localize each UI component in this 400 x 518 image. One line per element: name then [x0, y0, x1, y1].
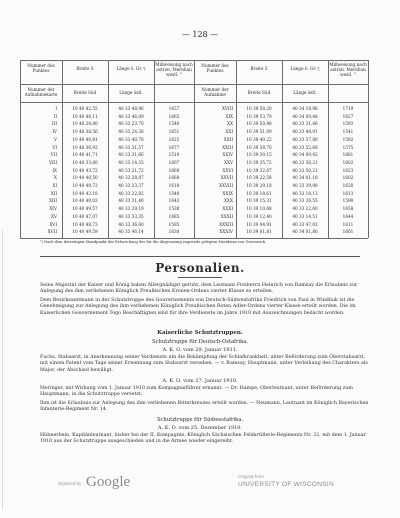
right-row-10-col-1: XXVII — [220, 175, 233, 181]
paragraph-2: Dem Bezirksamtmann in der Schutztruppe des Gouvernements von Deutsch-Südwestafrika Friedrich von Paul in Windhuk ist die Genehmigung zur Anlegung des ihm verliehenen Königlich Preußischen Roten Adler-Ordens vierter Klasse erteilt worden. Die im Kaiserlichen Gouvernement Togo Beschäftigten sind für ihre Verdienste im Jahre 1910 mit Auszeichnungen bedacht worden. — [40, 298, 356, 316]
left-row-13-col-2: 10 40 40,03 — [72, 198, 98, 204]
right-row-9-col-4: 1623 — [342, 167, 354, 173]
left-row-15-col-4: 1685 — [168, 213, 180, 219]
right-row-14-col-4: 1658 — [342, 206, 354, 212]
right-row-1-col-2: 10 39 58,20 — [246, 106, 272, 111]
left-row-11-col-4: 1618 — [168, 183, 180, 188]
left-row-7-col-1: VII — [50, 152, 57, 158]
right-row-5-col-3: 40 33 37,80 — [292, 136, 318, 142]
left-row-5-col-3: 40 33 40,78 — [118, 136, 144, 142]
right-row-12-col-1: XXIX — [222, 190, 233, 196]
order-date-2: A. K. O. vom 27. Januar 1910. — [162, 378, 238, 384]
subheader-laenge-right: Länge östl. — [293, 90, 317, 95]
right-row-10-col-2: 10 39 22,58 — [246, 175, 272, 181]
right-row-14-col-2: 10 39 10,68 — [246, 206, 272, 212]
right-row-3-col-2: 10 39 50,48 — [246, 121, 272, 127]
right-row-13-col-3: 40 33 26,55 — [292, 198, 318, 204]
subheader-nummer-left: Nummer der Aufnahmekarte — [24, 87, 58, 97]
left-row-6-col-2: 10 40 36,92 — [72, 144, 98, 150]
subheader-nummer-right: Nummer der Aufnahme — [201, 87, 229, 97]
right-row-13-col-4: 1590 — [342, 198, 354, 204]
left-row-12-col-3: 40 33 22,82 — [118, 190, 144, 196]
order-date-3: A. K. O. vom 25. Dezember 1910. — [157, 425, 243, 431]
left-row-7-col-2: 10 40 41,71 — [72, 152, 98, 158]
left-row-16-col-2: 10 40 48,73 — [72, 221, 98, 227]
left-row-2-col-3: 40 33 46,09 — [118, 113, 144, 119]
right-row-8-col-3: 40 33 56,21 — [292, 159, 318, 165]
left-row-17-col-3: 40 33 46,14 — [118, 229, 144, 235]
subsection-ostafrika: Schutztruppe für Deutsch-Ostafrika. — [152, 339, 248, 345]
left-row-8-col-4: 1607 — [168, 159, 180, 165]
entries-3: Ihm ist die Erlaubnis zur Anlegung des ihm verliehenen Ritterkreuzes erteilt worden. — Neumann, Leutnant im Königlich Bayerischen Infanterie-Regiment Nr. 14. — [40, 401, 369, 413]
left-row-8-col-1: VIII — [49, 159, 57, 165]
left-row-5-col-2: 10 40 40,81 — [72, 136, 98, 142]
subheader-breite-right: Breite Süd — [247, 90, 271, 95]
left-row-15-col-3: 40 33 33,35 — [118, 213, 144, 219]
left-row-2-col-2: 10 40 48,11 — [72, 113, 98, 119]
left-row-14-col-1: XIV — [49, 206, 57, 212]
left-row-14-col-2: 10 40 49,57 — [72, 206, 98, 212]
left-row-13-col-4: 1643 — [168, 198, 180, 204]
left-row-1-col-4: 1657 — [168, 106, 180, 111]
subheader-breite-left: Breite Süd — [73, 90, 97, 95]
section-title-schutztruppen: Kaiserliche Schutztruppen. — [157, 330, 243, 336]
right-row-3-col-1: XX — [227, 121, 233, 127]
left-row-13-col-3: 40 33 31,40 — [118, 198, 144, 204]
left-row-9-col-3: 40 33 21,72 — [118, 167, 144, 173]
right-row-2-col-2: 10 39 53,79 — [246, 113, 272, 119]
left-row-7-col-3: 40 33 31,66 — [118, 152, 144, 158]
left-row-8-col-3: 40 33 14,33 — [118, 159, 144, 165]
left-row-16-col-4: 1585 — [168, 221, 180, 227]
subheader-laenge-left: Länge östl. — [119, 90, 143, 95]
left-row-17-col-2: 10 40 49,59 — [72, 229, 98, 235]
left-row-14-col-4: 1538 — [168, 206, 180, 212]
left-row-10-col-2: 10 40 40,50 — [72, 175, 98, 181]
right-row-16-col-2: 10 39 04,91 — [246, 221, 272, 227]
left-row-12-col-2: 10 40 43,18 — [72, 190, 98, 196]
left-row-6-col-1: VI — [52, 144, 57, 150]
left-row-4-col-3: 40 33 24,38 — [118, 129, 144, 135]
right-row-5-col-1: XXII — [223, 136, 233, 142]
left-row-4-col-1: IV — [52, 129, 57, 135]
left-row-11-col-1: XI — [52, 183, 57, 188]
left-row-2-col-4: 1665 — [168, 113, 180, 119]
left-row-1-col-1: I — [55, 106, 57, 111]
entries-2: Meringer, mit Wirkung vom 1. Januar 1910 zum Kompagnieführer ernannt. — Dr. Hampe, Oberleutnant, unter Beförderung zum Hauptmann, in die Schutztruppe versetzt. — [40, 386, 353, 398]
right-row-12-col-4: 1613 — [342, 190, 354, 196]
university-name: UNIVERSITY OF WISCONSIN — [238, 481, 334, 488]
right-row-3-col-4: 1593 — [342, 121, 354, 127]
left-row-12-col-1: XII — [50, 190, 57, 196]
right-row-11-col-3: 40 33 39,98 — [292, 183, 318, 188]
left-row-5-col-1: V — [53, 136, 57, 142]
right-row-9-col-1: XXVI — [222, 167, 233, 173]
left-row-3-col-1: III — [52, 121, 57, 127]
original-from-text: Original from — [238, 474, 264, 479]
right-row-7-col-2: 10 39 30,15 — [246, 152, 272, 158]
right-row-17-col-3: 40 34 01,80 — [292, 229, 318, 235]
right-row-17-col-1: XXXIV — [219, 229, 233, 235]
right-row-13-col-2: 10 39 15,31 — [246, 198, 272, 204]
left-row-9-col-1: IX — [52, 167, 57, 173]
left-row-16-col-1: XVI — [49, 221, 57, 227]
left-row-11-col-2: 10 40 40,72 — [72, 183, 98, 188]
right-row-4-col-2: 10 39 51,09 — [246, 129, 272, 135]
left-row-13-col-1: XIII — [49, 198, 57, 204]
header-laenge-left: Länge ö. Gr.¹) — [116, 66, 146, 71]
right-row-12-col-3: 40 33 18,13 — [292, 190, 318, 196]
left-row-8-col-2: 10 40 33,60 — [72, 159, 98, 165]
left-row-14-col-3: 40 33 29,19 — [118, 206, 144, 212]
right-row-10-col-3: 40 34 01,18 — [292, 175, 318, 181]
google-logo: Google — [86, 474, 131, 490]
right-row-7-col-3: 40 34 09,42 — [292, 152, 318, 158]
left-row-12-col-4: 1540 — [168, 190, 180, 196]
left-row-10-col-3: 40 33 28,87 — [118, 175, 144, 181]
entries-1: Fuchs, Stabsarzt, in Anerkennung seiner Verdienste um die Bekämpfung der Schlafkrankheit, unter Beförderung zum Oberstabsarzt, mit einem Patent vom Tage seiner Ernennung zum Stabsarzt versehen. — v. Ramsay, Hauptmann, unter Verleihung des Charakters als Major, der Abschied bewilligt. — [40, 355, 368, 373]
right-row-13-col-1: XXX — [224, 198, 233, 204]
left-row-6-col-3: 40 33 31,57 — [118, 144, 144, 150]
right-row-6-col-3: 40 33 52,68 — [292, 144, 318, 150]
right-row-9-col-3: 40 33 50,21 — [292, 167, 318, 173]
right-row-12-col-2: 10 39 18,61 — [246, 190, 272, 196]
right-row-16-col-1: XXXIII — [219, 221, 233, 227]
entries-4: Hühnerbein, Kapitänleutnant, bisher bei der II. Kompagnie, Königlich Sächsischen Feldartillerie-Regiments Nr. 32, mit dem 1. Januar 1910 aus der Schutztruppe ausgeschieden und in die Armee wieder eingereiht. — [40, 433, 366, 445]
subsection-suedwestafrika: Schutztruppe für Südwestafrika. — [156, 417, 244, 423]
left-row-10-col-1: X — [54, 175, 57, 181]
right-row-11-col-4: 1620 — [342, 183, 354, 188]
right-row-10-col-4: 1602 — [342, 175, 354, 181]
table-footnote: ¹) Nach dem derzeitigen Standpunkt der Erforschung des für die Abgrenzung zugrunde gelegten Meridians von Greenwich. — [40, 240, 267, 244]
paragraph-1: Seine Majestät der Kaiser und König haben Allergnädigst geruht, dem Leutnant Freiherrn Heinrich von Ramsay die Erlaubnis zur Anlegung des ihm verliehenen Königlich Preußischen Kronen-Ordens vierter Klasse zu erteilen. — [40, 283, 358, 295]
left-row-9-col-2: 10 40 43,72 — [72, 167, 98, 173]
right-row-1-col-3: 40 34 18,96 — [292, 106, 318, 111]
right-row-2-col-1: XIX — [225, 113, 233, 119]
right-row-15-col-3: 40 33 14,51 — [292, 213, 318, 219]
section-divider — [40, 256, 360, 257]
right-row-14-col-3: 40 33 22,60 — [292, 206, 318, 212]
right-row-4-col-1: XXI — [225, 129, 233, 135]
right-row-8-col-4: 1602 — [342, 159, 354, 165]
right-row-5-col-2: 10 39 40,22 — [246, 136, 272, 142]
left-row-1-col-2: 10 40 42,55 — [72, 106, 98, 111]
right-row-7-col-4: 1661 — [342, 152, 354, 158]
left-row-1-col-3: 40 33 48,96 — [118, 106, 144, 111]
left-row-5-col-4: 1625 — [168, 136, 180, 142]
right-row-17-col-4: 1661 — [342, 229, 354, 235]
left-row-16-col-3: 40 33 36,60 — [118, 221, 144, 227]
right-row-2-col-3: 40 34 09,48 — [292, 113, 318, 119]
header-missweisung-left: Mißweisung nach astron. Meridian westl. ° — [155, 62, 193, 77]
header-missweisung-right: Mißweisung nach astron. Meridian westl. ° — [329, 62, 367, 77]
left-row-2-col-1: II — [53, 113, 57, 119]
right-row-4-col-4: 1541 — [342, 129, 354, 135]
left-row-9-col-4: 1669 — [168, 167, 180, 173]
left-row-17-col-1: XVII — [47, 229, 57, 235]
header-breite-right: Breite S — [250, 66, 268, 71]
left-row-11-col-3: 40 33 23,37 — [118, 183, 144, 188]
right-row-15-col-4: 1644 — [342, 213, 354, 219]
right-row-5-col-4: 1592 — [342, 136, 354, 142]
heading-personalien: Personalien. — [155, 261, 245, 275]
header-breite-left: Breite S — [76, 66, 94, 71]
right-row-3-col-3: 40 33 31,46 — [292, 121, 318, 127]
left-row-15-col-1: XV — [50, 213, 57, 219]
right-row-15-col-2: 10 39 12,40 — [246, 213, 272, 219]
left-row-3-col-4: 1540 — [168, 121, 180, 127]
left-row-7-col-4: 1510 — [168, 152, 180, 158]
order-date-1: A. K. O. vom 29. Januar 1911. — [162, 347, 238, 353]
right-row-6-col-4: 1575 — [342, 144, 354, 150]
left-row-3-col-2: 10 40 28,80 — [72, 121, 98, 127]
side-margin-note — [2, 230, 9, 510]
heading-underline — [178, 277, 222, 278]
right-row-7-col-1: XXIV — [222, 152, 233, 158]
right-row-11-col-1: XXVIII — [219, 183, 233, 188]
right-row-8-col-1: XXV — [224, 159, 233, 165]
left-row-6-col-4: 1677 — [168, 144, 180, 150]
left-row-10-col-4: 1668 — [168, 175, 180, 181]
right-row-14-col-1: XXXI — [222, 206, 233, 212]
right-row-6-col-1: XXIII — [222, 144, 233, 150]
right-row-1-col-4: 1719 — [342, 106, 354, 111]
right-row-16-col-3: 40 33 47,03 — [292, 221, 318, 227]
left-row-17-col-4: 1630 — [168, 229, 180, 235]
right-row-17-col-2: 10 39 01,81 — [246, 229, 272, 235]
right-row-8-col-2: 10 39 35,72 — [246, 159, 272, 165]
left-row-15-col-2: 10 40 47,07 — [72, 213, 98, 219]
right-row-1-col-1: XVIII — [222, 106, 233, 111]
digitized-by-text: Digitized by — [58, 481, 82, 486]
header-laenge-right: Länge ö. Gr.¹) — [290, 66, 320, 71]
right-row-2-col-4: 1627 — [342, 113, 354, 119]
right-row-16-col-4: 1611 — [342, 221, 354, 227]
left-row-4-col-4: 1651 — [168, 129, 180, 135]
right-row-6-col-2: 10 39 38,70 — [246, 144, 272, 150]
header-nummer-right: Nummer des Punktes — [201, 63, 229, 73]
right-row-4-col-3: 40 33 48,91 — [292, 129, 318, 135]
left-row-3-col-3: 40 33 23,70 — [118, 121, 144, 127]
right-row-15-col-1: XXXII — [220, 213, 233, 219]
header-nummer-left: Nummer des Punktes — [27, 63, 55, 73]
right-row-9-col-2: 10 39 32,67 — [246, 167, 272, 173]
page-number: — 128 — — [181, 30, 219, 39]
right-row-11-col-2: 10 39 29,18 — [246, 183, 272, 188]
left-row-4-col-2: 10 40 38,56 — [72, 129, 98, 135]
